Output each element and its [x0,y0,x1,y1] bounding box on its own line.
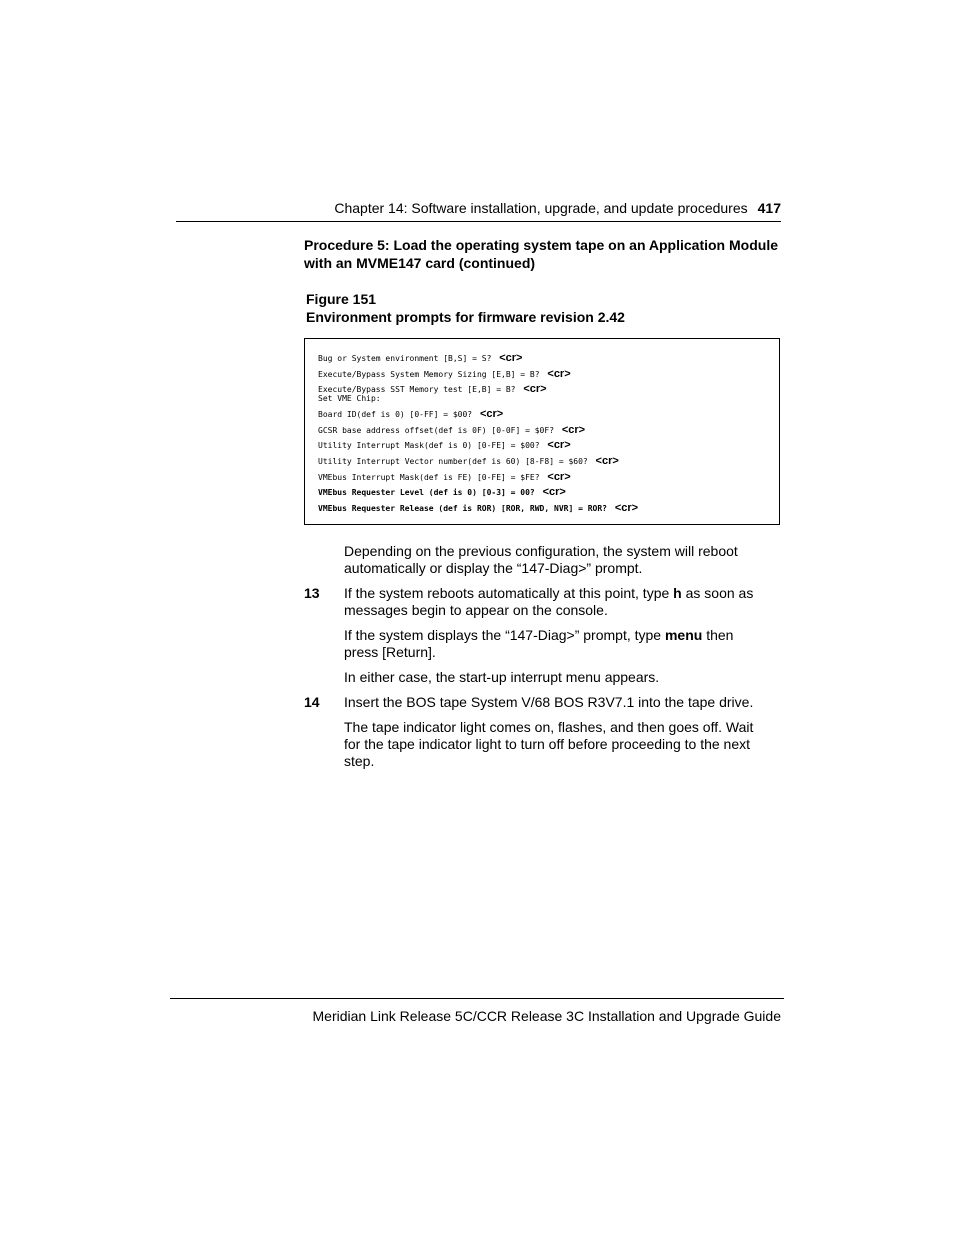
footer-guide-title: Meridian Link Release 5C/CCR Release 3C Installation and Upgrade Guide [312,1008,781,1024]
console-line [318,366,773,382]
console-line [318,453,773,469]
cr-key: <cr> [561,423,586,436]
procedure-title: Procedure 5: Load the operating system tape on an Application Module with an MVME147 card (continued) [304,237,778,271]
intro-paragraph: Depending on the previous configuration, the system will reboot automatically or display the “147-Diag>” prompt. [344,543,738,576]
console-line-text: Bug or System environment [B,S] = S? [318,354,492,363]
step-13-paragraph [344,585,764,619]
figure-label: Figure 151 [306,291,377,307]
chapter-title: Chapter 14: Software installation, upgrade, and update procedures [334,200,748,216]
running-header [176,200,781,216]
footer-rule [170,998,784,999]
console-line-text: GCSR base address offset(def is 0F) [0-0F] = $0F? [318,425,555,435]
step-number-13: 13 [304,585,320,601]
console-line [318,422,773,438]
step-13-paragraph-2 [344,627,764,661]
cr-key: <cr> [547,367,571,380]
console-line [318,469,773,485]
step-13-paragraph-3: In either case, the start-up interrupt menu appears. [344,669,660,685]
cr-key: <cr> [499,352,523,364]
console-line [318,484,773,500]
cr-key: <cr> [614,501,639,514]
step-14-paragraph: Insert the BOS tape System V/68 BOS R3V7.1 into the tape drive. [344,694,754,710]
console-line [318,350,773,366]
console-line-text: Utility Interrupt Vector number(def is 60) [8-F8] = $60? [318,456,588,466]
step-13-text-before: If the system reboots automatically at this point, type [344,585,674,601]
console-line-text: VMEbus Requester Level (def is 0) [0-3] = 00? [318,488,535,498]
header-rule [176,221,781,222]
console-lines [318,350,773,515]
console-line [318,381,773,396]
console-line-text: Set VME Chip: [318,394,381,404]
console-screen-box [304,338,780,525]
console-line [318,500,773,516]
console-line [318,437,773,453]
console-line [318,406,773,422]
cr-key: <cr> [547,470,571,483]
step-13-key: h [673,585,682,601]
console-line-text: Execute/Bypass SST Memory test [E,B] = B? [318,385,516,395]
console-line-text: VMEbus Requester Release (def is ROR) [ROR, RWD, NVR] = ROR? [318,503,607,513]
cr-key: <cr> [479,408,504,421]
console-line-text: VMEbus Interrupt Mask(def is FE) [0-FE] = $FE? [318,472,540,482]
step-14-paragraph-2: The tape indicator light comes on, flashes, and then goes off. Wait for the tape indicator light to turn off before proceeding to the next step. [344,719,754,769]
console-line-text: Utility Interrupt Mask(def is 0) [0-FE] = $00? [318,441,540,451]
step-13-para2-key: menu [664,627,703,643]
console-line-text: Execute/Bypass System Memory Sizing [E,B] = B? [318,369,540,379]
step-13-para2-before: If the system displays the “147-Diag>” prompt, type [344,627,665,643]
step-number-14: 14 [304,694,320,710]
step-13-text-after: as soon as messages begin to appear on the console. [344,585,754,618]
cr-key: <cr> [595,454,619,467]
console-line-text: Board ID(def is 0) [0-FF] = $00? [318,410,473,420]
page-number: 417 [757,200,781,216]
figure-caption: Environment prompts for firmware revision 2.42 [306,309,625,325]
step-13-para2-after: then press [Return]. [344,627,734,660]
cr-key: <cr> [542,486,566,499]
cr-key: <cr> [523,383,547,396]
cr-key: <cr> [547,439,571,452]
